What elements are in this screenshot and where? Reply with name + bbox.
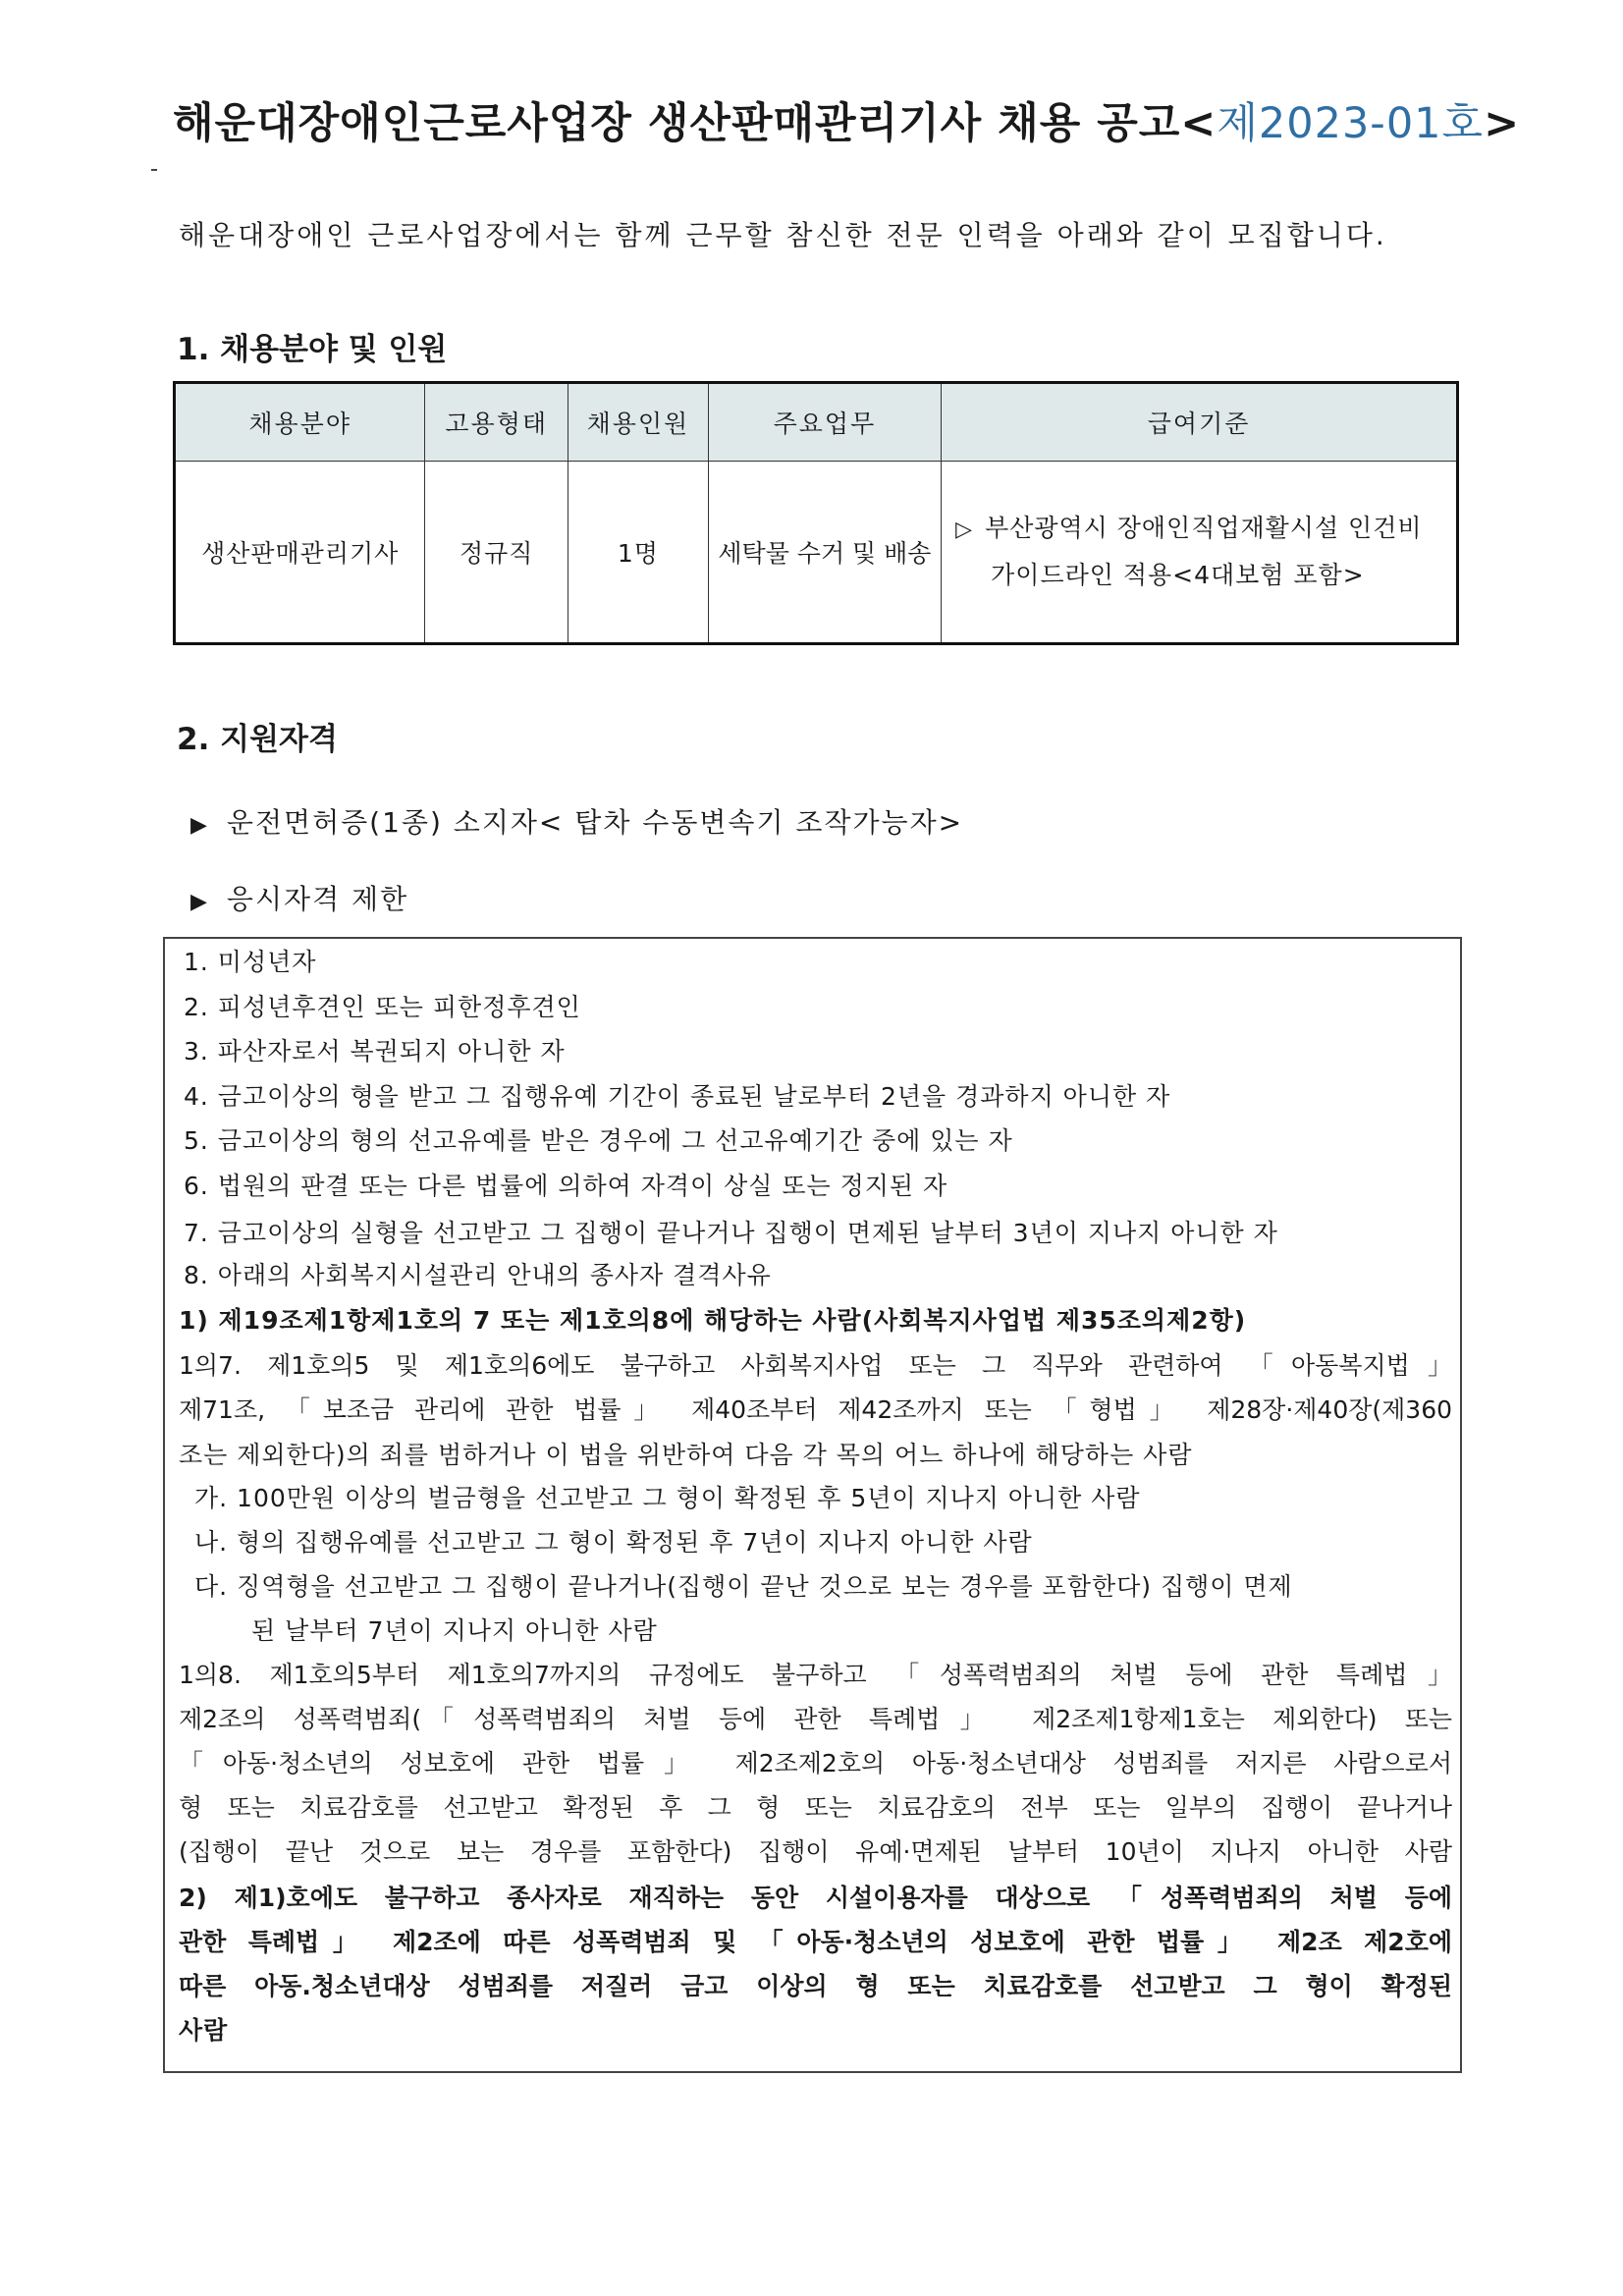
list-item: 따른 아동.청소년대상 성범죄를 저질러 금고 이상의 형 또는 치료감호를 선고받고 그 형이 확정된 (179, 1972, 1452, 2000)
notice-number: 제2023-01호 (1217, 99, 1485, 148)
col-header-pay: 급여기준 (942, 383, 1458, 462)
list-item: 사람 (179, 2016, 229, 2045)
col-header-count: 채용인원 (568, 383, 709, 462)
pay-line-2: 가이드라인 적용<4대보험 포함> (991, 561, 1365, 589)
list-item: 3. 파산자로서 복권되지 아니한 자 (184, 1037, 566, 1066)
triangle-filled-icon: ▶ (190, 890, 209, 914)
list-item: 가. 100만원 이상의 벌금형을 선고받고 그 형이 확정된 후 5년이 지나지 아니한 사람 (194, 1484, 1141, 1512)
title-bracket-close: > (1484, 99, 1521, 148)
list-item: 4. 금고이상의 형을 받고 그 집행유예 기간이 종료된 날로부터 2년을 경과하지 아니한 자 (184, 1082, 1171, 1111)
cell-type: 정규직 (425, 462, 568, 644)
cell-count: 1명 (568, 462, 709, 644)
list-item: 다. 징역형을 선고받고 그 집행이 끝나거나(집행이 끝난 것으로 보는 경우를 포함한다) 집행이 면제 (194, 1572, 1293, 1601)
scan-mark (151, 169, 157, 171)
col-header-duty: 주요업무 (708, 383, 941, 462)
section2-heading: 2. 지원자격 (177, 722, 338, 757)
bullet-license-text: 운전면허증(1종) 소지자< 탑차 수동변속기 조작가능자> (226, 806, 964, 839)
col-header-type: 고용형태 (425, 383, 568, 462)
cell-field: 생산판매관리기사 (175, 462, 425, 644)
intro-text: 해운대장애인 근로사업장에서는 함께 근무할 참신한 전문 인력을 아래와 같이 모집합니다. (179, 219, 1387, 251)
list-item: 7. 금고이상의 실형을 선고받고 그 집행이 끝나거나 집행이 면제된 날부터 3년이 지나지 아니한 자 (184, 1219, 1278, 1247)
triangle-outline-icon: ▷ (955, 518, 974, 542)
bullet-restrictions (190, 878, 408, 917)
cell-duty: 세탁물 수거 및 배송 (708, 462, 941, 644)
list-item: 8. 아래의 사회복지시설관리 안내의 종사자 결격사유 (184, 1261, 772, 1289)
list-item: 2) 제1)호에도 불구하고 종사자로 재직하는 동안 시설이용자를 대상으로 「성폭력범죄의 처벌 등에 (179, 1884, 1452, 1912)
list-item: 형 또는 치료감호를 선고받고 확정된 후 그 형 또는 치료감호의 전부 또는 일부의 집행이 끝나거나 (179, 1793, 1452, 1822)
list-item: 「아동·청소년의 성보호에 관한 법률」 제2조제2호의 아동·청소년대상 성범죄를 저지른 사람으로서 (179, 1749, 1452, 1777)
table-header-row (175, 383, 1458, 462)
triangle-filled-icon: ▶ (190, 813, 209, 838)
list-item: 조는 제외한다)의 죄를 범하거나 이 법을 위반하여 다음 각 목의 어느 하나에 해당하는 사람 (179, 1441, 1193, 1469)
pay-line-1: 부산광역시 장애인직업재활시설 인건비 (985, 514, 1423, 542)
section1-heading: 1. 채용분야 및 인원 (177, 332, 448, 367)
title-bracket-open: < (1180, 99, 1217, 148)
list-item: 제2조의 성폭력범죄(「성폭력범죄의 처벌 등에 관한 특례법」 제2조제1항제1호는 제외한다) 또는 (179, 1705, 1452, 1733)
title-main: 해운대장애인근로사업장 생산판매관리기사 채용 공고 (173, 99, 1181, 148)
cell-pay (942, 462, 1458, 644)
list-item: 1의7. 제1호의5 및 제1호의6에도 불구하고 사회복지사업 또는 그 직무와 관련하여 「아동복지법」 (179, 1351, 1452, 1380)
notice-title (173, 90, 1521, 150)
list-item: 나. 형의 집행유예를 선고받고 그 형이 확정된 후 7년이 지나지 아니한 사람 (194, 1528, 1033, 1557)
list-item: 5. 금고이상의 형의 선고유예를 받은 경우에 그 선고유예기간 중에 있는 자 (184, 1126, 1013, 1155)
list-item: 2. 피성년후견인 또는 피한정후견인 (184, 993, 581, 1021)
restriction-box (163, 937, 1462, 2073)
table-row (175, 462, 1458, 644)
list-item: (집행이 끝난 것으로 보는 경우를 포함한다) 집행이 유예·면제된 날부터 10년이 지나지 아니한 사람 (179, 1837, 1452, 1866)
list-item: 된 날부터 7년이 지나지 아니한 사람 (251, 1616, 658, 1645)
list-item: 관한 특례법」 제2조에 따른 성폭력범죄 및 「아동·청소년의 성보호에 관한 법률」 제2조 제2호에 (179, 1928, 1452, 1956)
bullet-restrictions-text: 응시자격 제한 (226, 883, 409, 915)
list-item: 제71조, 「보조금 관리에 관한 법률」 제40조부터 제42조까지 또는 「형법」 제28장·제40장(제360 (179, 1395, 1452, 1424)
col-header-field: 채용분야 (175, 383, 425, 462)
recruit-table (173, 381, 1459, 645)
list-item: 1의8. 제1호의5부터 제1호의7까지의 규정에도 불구하고 「성폭력범죄의 처벌 등에 관한 특례법」 (179, 1661, 1452, 1689)
bullet-license (190, 801, 963, 841)
list-item: 1) 제19조제1항제1호의 7 또는 제1호의8에 해당하는 사람(사회복지사업법 제35조의제2항) (179, 1306, 1247, 1335)
list-item: 6. 법원의 판결 또는 다른 법률에 의하여 자격이 상실 또는 정지된 자 (184, 1172, 948, 1200)
list-item: 1. 미성년자 (184, 948, 317, 976)
